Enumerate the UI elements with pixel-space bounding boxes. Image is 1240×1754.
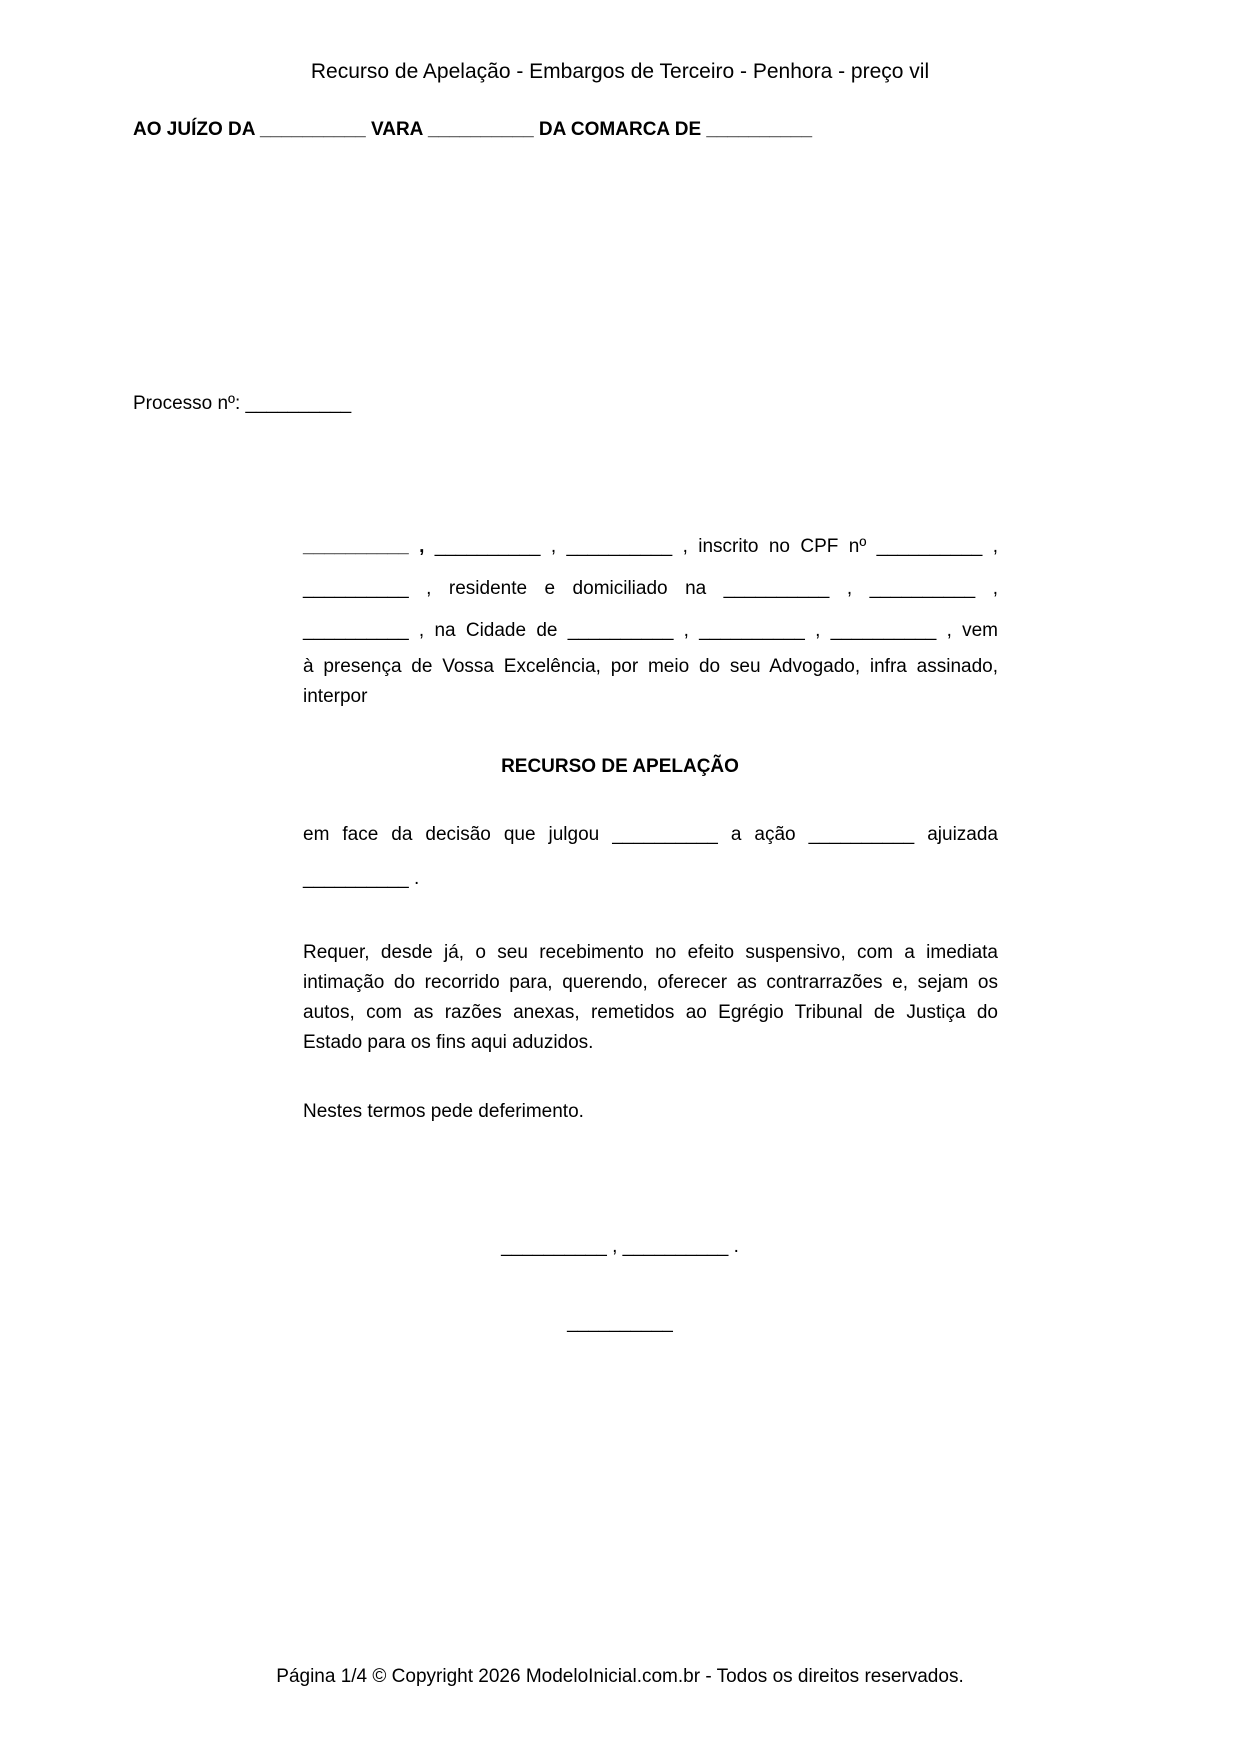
decision-line: __________ . (303, 868, 420, 889)
qualification-line: __________ , residente e domiciliado na __________ , __________ , (303, 578, 998, 599)
closing-line: Nestes termos pede deferimento. (303, 1101, 584, 1122)
request-line: Estado para os fins aqui aduzidos. (303, 1032, 594, 1053)
process-number-line: Processo nº: __________ (133, 393, 352, 414)
place-date-line: __________ , __________ . (501, 1236, 739, 1257)
decision-paragraph (303, 813, 998, 901)
decision-line: em face da decisão que julgou __________ a ação __________ ajuizada (303, 824, 998, 845)
page-footer: Página 1/4 © Copyright 2026 ModeloInicial.com.br - Todos os direitos reservados. (276, 1666, 964, 1687)
request-paragraph (303, 938, 998, 1058)
qualification-line: à presença de Vossa Excelência, por meio do seu Advogado, infra assinado, (303, 656, 998, 677)
party-name-blank: __________ , (303, 536, 425, 557)
qualification-paragraph (303, 526, 998, 712)
qualification-line: interpor (303, 686, 368, 707)
qualification-line-rest: __________ , __________ , inscrito no CPF nº __________ , (434, 536, 999, 557)
request-line: intimação do recorrido para, querendo, oferecer as contrarrazões e, sejam os (303, 972, 998, 993)
document-title: Recurso de Apelação - Embargos de Terceiro - Penhora - preço vil (310, 60, 930, 83)
request-line: autos, com as razões anexas, remetidos ao Egrégio Tribunal de Justiça do (303, 1002, 998, 1023)
request-line: Requer, desde já, o seu recebimento no efeito suspensivo, com a imediata (303, 942, 998, 963)
qualification-line (303, 526, 998, 568)
signature-line: __________ (567, 1312, 673, 1333)
qualification-line: __________ , na Cidade de __________ , __________ , __________ , vem (303, 620, 998, 641)
court-addressee-line: AO JUÍZO DA __________ VARA __________ DA COMARCA DE __________ (133, 119, 813, 140)
appeal-heading: RECURSO DE APELAÇÃO (501, 756, 739, 777)
